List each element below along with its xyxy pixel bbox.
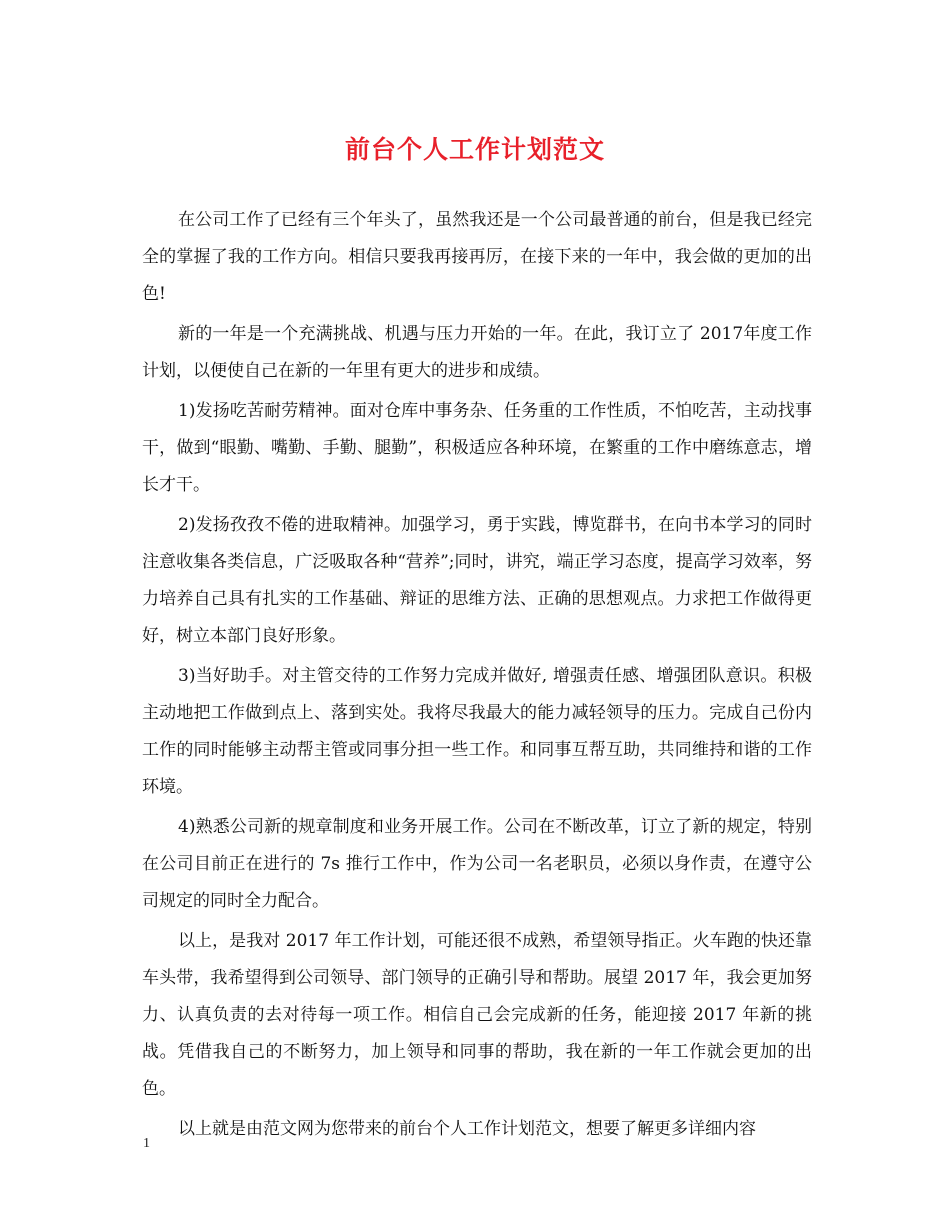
paragraph-summary: 以上，是我对 2017 年工作计划，可能还很不成熟，希望领导指正。火车跑的快还靠车头带，我希望得到公司领导、部门领导的正确引导和帮助。展望 2017 年，我会更加努力、认真负责的去对待每一项工作。相信自己会完成新的任务，能迎接 2017 年新的挑战。凭借我自己的不断努力，加上领导和同事的帮助，我在新的一年工作就会更加的出色。 <box>142 931 812 1099</box>
paragraph-item-3: 3)当好助手。对主管交待的工作努力完成并做好, 增强责任感、增强团队意识。积极主动地把工作做到点上、落到实处。我将尽我最大的能力减轻领导的压力。完成自己份内工作的同时能够主动帮主管或同事分担一些工作。和同事互帮互助，共同维持和谐的工作环境。 <box>142 666 812 797</box>
paragraph-intro: 在公司工作了已经有三个年头了，虽然我还是一个公司最普通的前台，但是我已经完全的掌握了我的工作方向。相信只要我再接再厉，在接下来的一年中，我会做的更加的出色! <box>142 210 812 304</box>
paragraph-item-4: 4)熟悉公司新的规章制度和业务开展工作。公司在不断改革，订立了新的规定，特别在公司目前正在进行的 7s 推行工作中，作为公司一名老职员，必须以身作责，在遵守公司规定的同时全力配合。 <box>142 817 812 911</box>
page-number: 1 <box>143 1136 150 1151</box>
document-title: 前台个人工作计划范文 <box>344 135 605 164</box>
paragraph-item-1: 1)发扬吃苦耐劳精神。面对仓库中事务杂、任务重的工作性质，不怕吃苦，主动找事干，做到“眼勤、嘴勤、手勤、腿勤”，积极适应各种环境，在繁重的工作中磨练意志，增长才干。 <box>142 401 812 495</box>
paragraph-new-year: 新的一年是一个充满挑战、机遇与压力开始的一年。在此，我订立了 2017年度工作计划，以便使自己在新的一年里有更大的进步和成绩。 <box>142 324 812 381</box>
paragraph-item-2: 2)发扬孜孜不倦的进取精神。加强学习，勇于实践，博览群书，在向书本学习的同时注意收集各类信息，广泛吸取各种“营养”;同时，讲究，端正学习态度，提高学习效率，努力培养自己具有扎实的工作基础、辩证的思维方法、正确的思想观点。力求把工作做得更好，树立本部门良好形象。 <box>142 515 812 646</box>
document-body <box>142 202 812 1151</box>
paragraph-closing: 以上就是由范文网为您带来的前台个人工作计划范文，想要了解更多详细内容 <box>178 1119 756 1139</box>
